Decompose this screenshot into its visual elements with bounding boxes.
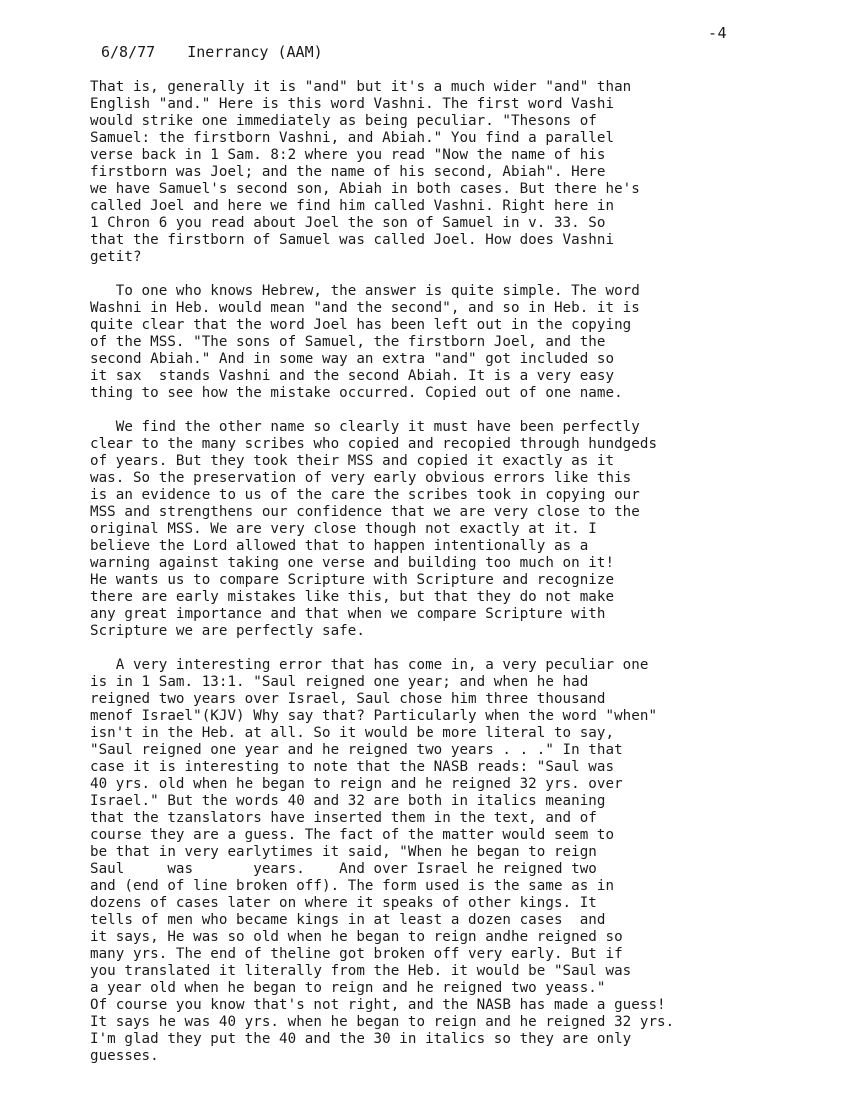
text-line: any great importance and that when we compare Scripture with <box>90 606 606 622</box>
paragraph-4 <box>90 657 810 1065</box>
text-line: we have Samuel's second son, Abiah in both cases. But there he's <box>90 181 640 197</box>
text-line: I'm glad they put the 40 and the 30 in italics so they are only <box>90 1031 632 1047</box>
text-line: is an evidence to us of the care the scribes took in copying our <box>90 487 640 503</box>
text-line: of years. But they took their MSS and copied it exactly as it <box>90 453 615 469</box>
text-line: second Abiah." And in some way an extra "and" got included so <box>90 351 615 367</box>
text-line: "Saul reigned one year and he reigned two years . . ." In that <box>90 742 623 758</box>
text-line: A very interesting error that has come in, a very peculiar one <box>90 657 649 673</box>
paragraph-gap <box>90 640 810 657</box>
text-line: firstborn was Joel; and the name of his second, Abiah". Here <box>90 164 606 180</box>
page-number: -4 <box>708 24 728 42</box>
text-line: tells of men who became kings in at least a dozen cases and <box>90 912 606 928</box>
text-line: Samuel: the firstborn Vashni, and Abiah." You find a parallel <box>90 130 615 146</box>
text-line: a year old when he began to reign and he reigned two yeass." <box>90 980 606 996</box>
text-line: and (end of line broken off). The form used is the same as in <box>90 878 615 894</box>
text-line: menof Israel"(KJV) Why say that? Particularly when the word "when" <box>90 708 658 724</box>
text-line: Scripture we are perfectly safe. <box>90 623 365 639</box>
paragraph-3 <box>90 419 810 640</box>
text-line: quite clear that the word Joel has been left out in the copying <box>90 317 632 333</box>
text-line: Of course you know that's not right, and the NASB has made a guess! <box>90 997 666 1013</box>
text-line: was. So the preservation of very early obvious errors like this <box>90 470 632 486</box>
text-line: clear to the many scribes who copied and recopied through hundgeds <box>90 436 658 452</box>
text-line: original MSS. We are very close though not exactly at it. I <box>90 521 597 537</box>
header-date: 6/8/77 <box>101 43 156 61</box>
text-line: We find the other name so clearly it must have been perfectly <box>90 419 640 435</box>
text-line: warning against taking one verse and building too much on it! <box>90 555 615 571</box>
text-line: MSS and strengthens our confidence that we are very close to the <box>90 504 640 520</box>
text-line: there are early mistakes like this, but that they do not make <box>90 589 615 605</box>
text-line: called Joel and here we find him called Vashni. Right here in <box>90 198 615 214</box>
text-line: you translated it literally from the Heb. it would be "Saul was <box>90 963 632 979</box>
paragraph-gap <box>90 266 810 283</box>
paragraph-1 <box>90 79 810 266</box>
text-line: 1 Chron 6 you read about Joel the son of Samuel in v. 33. So <box>90 215 606 231</box>
text-line: many yrs. The end of theline got broken off very early. But if <box>90 946 623 962</box>
text-line: believe the Lord allowed that to happen intentionally as a <box>90 538 589 554</box>
text-line: getit? <box>90 249 142 265</box>
text-line: dozens of cases later on where it speaks of other kings. It <box>90 895 597 911</box>
text-line: guesses. <box>90 1048 159 1064</box>
text-line: He wants us to compare Scripture with Scripture and recognize <box>90 572 615 588</box>
text-line: that the firstborn of Samuel was called Joel. How does Vashni <box>90 232 615 248</box>
text-line: thing to see how the mistake occurred. Copied out of one name. <box>90 385 623 401</box>
text-line: be that in very earlytimes it said, "When he began to reign <box>90 844 597 860</box>
text-line: isn't in the Heb. at all. So it would be more literal to say, <box>90 725 615 741</box>
text-line: of the MSS. "The sons of Samuel, the firstborn Joel, and the <box>90 334 606 350</box>
text-line: it says, He was so old when he began to reign andhe reigned so <box>90 929 623 945</box>
text-line: To one who knows Hebrew, the answer is quite simple. The word <box>90 283 640 299</box>
text-line: That is, generally it is "and" but it's a much wider "and" than <box>90 79 632 95</box>
text-line: is in 1 Sam. 13:1. "Saul reigned one year; and when he had <box>90 674 589 690</box>
text-line: Saul was years. And over Israel he reigned two <box>90 861 597 877</box>
text-line: Washni in Heb. would mean "and the second", and so in Heb. it is <box>90 300 640 316</box>
text-line: would strike one immediately as being peculiar. "Thesons of <box>90 113 597 129</box>
text-line: that the tzanslators have inserted them in the text, and of <box>90 810 597 826</box>
text-line: It says he was 40 yrs. when he began to reign and he reigned 32 yrs. <box>90 1014 675 1030</box>
header-title: Inerrancy (AAM) <box>187 43 323 61</box>
text-line: verse back in 1 Sam. 8:2 where you read "Now the name of his <box>90 147 606 163</box>
document-body <box>90 79 810 1065</box>
paragraph-2 <box>90 283 810 402</box>
text-line: case it is interesting to note that the NASB reads: "Saul was <box>90 759 615 775</box>
text-line: reigned two years over Israel, Saul chose him three thousand <box>90 691 606 707</box>
paragraph-gap <box>90 402 810 419</box>
text-line: 40 yrs. old when he began to reign and he reigned 32 yrs. over <box>90 776 623 792</box>
text-line: it sax stands Vashni and the second Abiah. It is a very easy <box>90 368 615 384</box>
text-line: course they are a guess. The fact of the matter would seem to <box>90 827 615 843</box>
page-header <box>101 43 323 61</box>
text-line: English "and." Here is this word Vashni. The first word Vashi <box>90 96 615 112</box>
text-line: Israel." But the words 40 and 32 are both in italics meaning <box>90 793 606 809</box>
